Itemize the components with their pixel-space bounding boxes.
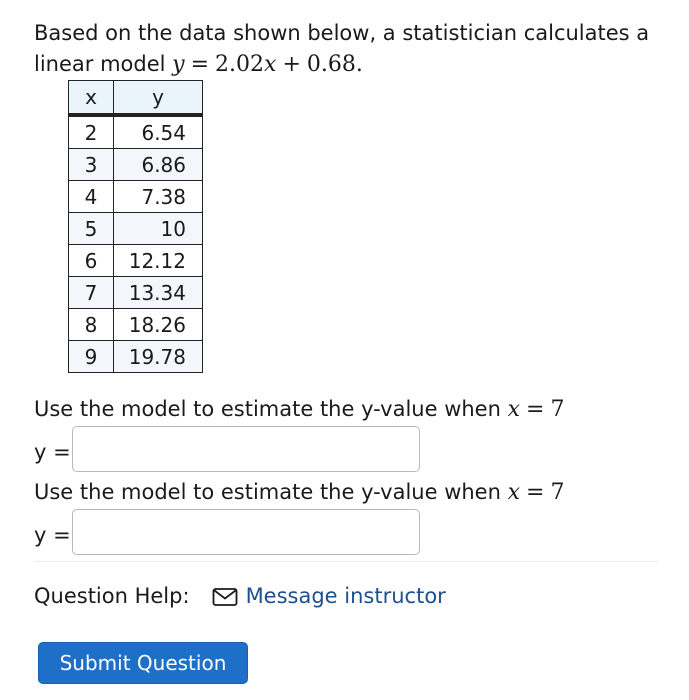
part-1-prompt: Use the model to estimate the y-value when x = 7 [34,397,565,422]
question-help [34,582,446,610]
cell-x: 5 [69,213,114,245]
cell-y: 7.38 [114,181,203,213]
model-equation: y = 2.02x + 0.68. [172,52,363,77]
question-help-label: Question Help: [34,584,190,608]
table-row [69,309,203,341]
cell-y: 10 [114,213,203,245]
cell-y: 13.34 [114,277,203,309]
cell-x: 2 [69,115,114,149]
cell-y: 6.54 [114,115,203,149]
column-header-x: x [69,81,114,116]
part-2-y-label: y = [34,523,71,547]
part-1-answer-input[interactable] [72,426,420,472]
cell-x: 9 [69,341,114,373]
table-row [69,149,203,181]
mail-icon[interactable] [212,586,238,606]
cell-x: 3 [69,149,114,181]
part-2-prompt: Use the model to estimate the y-value when x = 7 [34,480,565,505]
submit-question-button[interactable]: Submit Question [38,642,248,684]
cell-x: 6 [69,245,114,277]
table-row [69,181,203,213]
question-intro: Based on the data shown below, a statistician calculates a linear model [34,21,650,76]
message-instructor-link[interactable]: Message instructor [245,584,446,608]
cell-x: 7 [69,277,114,309]
cell-x: 8 [69,309,114,341]
cell-y: 18.26 [114,309,203,341]
cell-y: 19.78 [114,341,203,373]
table-row [69,115,203,149]
section-divider [34,561,659,562]
column-header-y: y [114,81,203,116]
cell-y: 6.86 [114,149,203,181]
question-text [34,18,664,80]
data-table [68,80,203,373]
cell-y: 12.12 [114,245,203,277]
table-row [69,277,203,309]
part-1-y-label: y = [34,440,71,464]
table-row [69,341,203,373]
table-row [69,213,203,245]
table-row [69,245,203,277]
cell-x: 4 [69,181,114,213]
part-2-answer-input[interactable] [72,509,420,555]
